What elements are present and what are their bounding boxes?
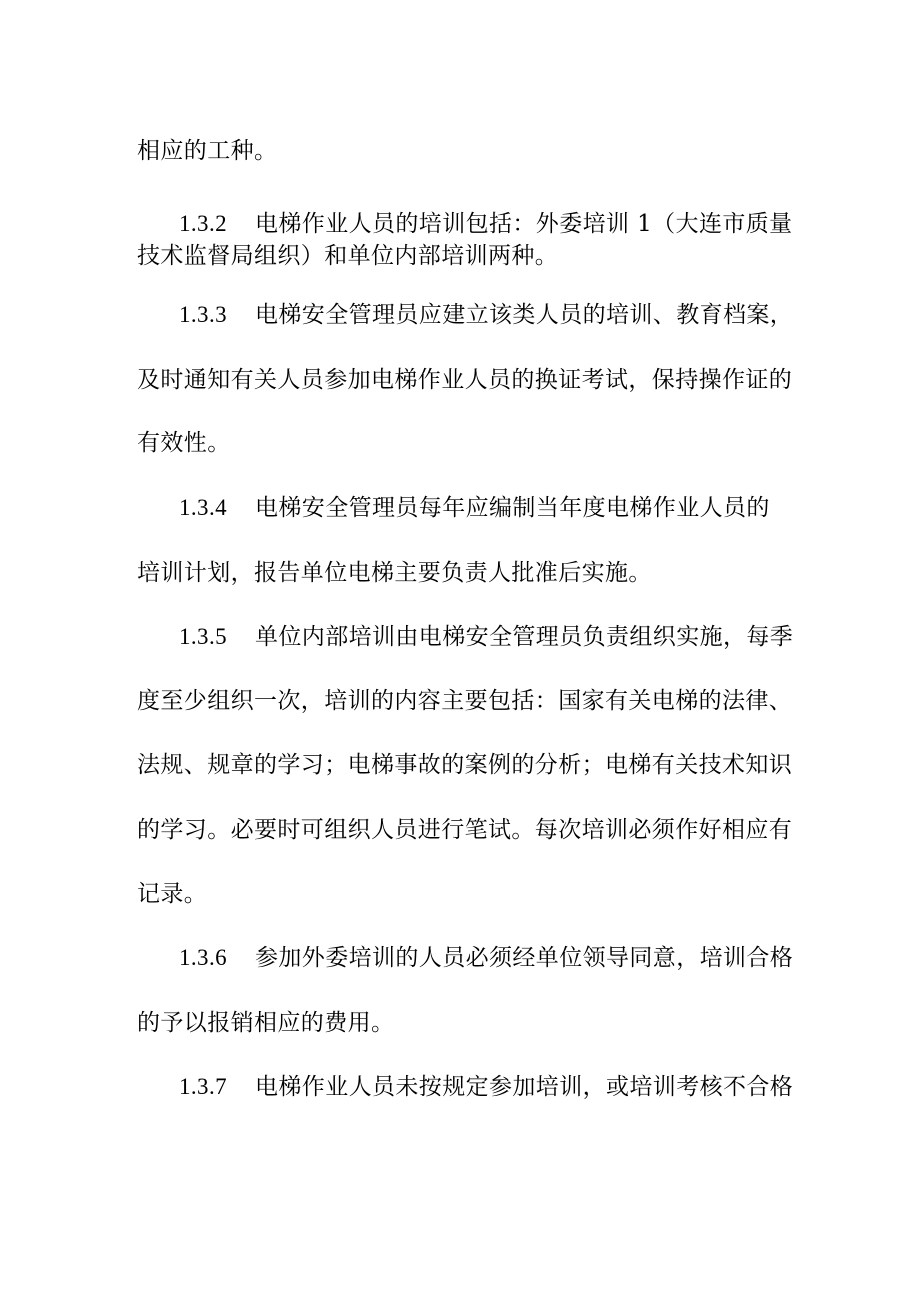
- paragraph-line: 相应的工种。: [137, 138, 278, 164]
- paragraph-line: 单位内部培训由电梯安全管理员负责组织实施，每季: [255, 624, 794, 650]
- section-number: 1.3.7: [179, 1074, 227, 1099]
- paragraph-line: 参加外委培训的人员必须经单位领导同意，培训合格: [255, 945, 794, 971]
- paragraph-line: 度至少组织一次，培训的内容主要包括：国家有关电梯的法律、: [137, 688, 793, 714]
- paragraph-line: 有效性。: [137, 430, 231, 456]
- section-number: 1.3.3: [179, 302, 227, 327]
- section-heading-line: [179, 301, 829, 329]
- section-heading-line: [179, 944, 829, 972]
- paragraph-line: 的予以报销相应的费用。: [137, 1010, 395, 1036]
- paragraph-line: 电梯作业人员的培训包括：外委培训 1（大连市质量: [255, 211, 793, 237]
- section-heading-line: [179, 494, 829, 522]
- paragraph-line: 技术监督局组织）和单位内部培训两种。: [137, 243, 559, 269]
- section-number: 1.3.5: [179, 624, 227, 649]
- paragraph-line: 电梯安全管理员应建立该类人员的培训、教育档案，: [255, 302, 794, 328]
- section-heading-line: [179, 1073, 829, 1101]
- section-number: 1.3.4: [179, 495, 227, 520]
- paragraph-line: 电梯作业人员未按规定参加培训，或培训考核不合格: [255, 1074, 794, 1100]
- paragraph-line: 及时通知有关人员参加电梯作业人员的换证考试，保持操作证的: [137, 367, 793, 393]
- section-number: 1.3.6: [179, 945, 227, 970]
- section-heading-line: [179, 623, 829, 651]
- paragraph-line: 的学习。必要时可组织人员进行笔试。每次培训必须作好相应有: [137, 817, 793, 843]
- paragraph-line: 法规、规章的学习；电梯事故的案例的分析；电梯有关技术知识: [137, 752, 793, 778]
- paragraph-line: 培训计划，报告单位电梯主要负责人批准后实施。: [137, 560, 652, 586]
- section-number: 1.3.2: [179, 211, 227, 236]
- section-heading-line: [179, 210, 829, 238]
- paragraph-line: 电梯安全管理员每年应编制当年度电梯作业人员的: [255, 495, 770, 521]
- paragraph-line: 记录。: [137, 881, 208, 907]
